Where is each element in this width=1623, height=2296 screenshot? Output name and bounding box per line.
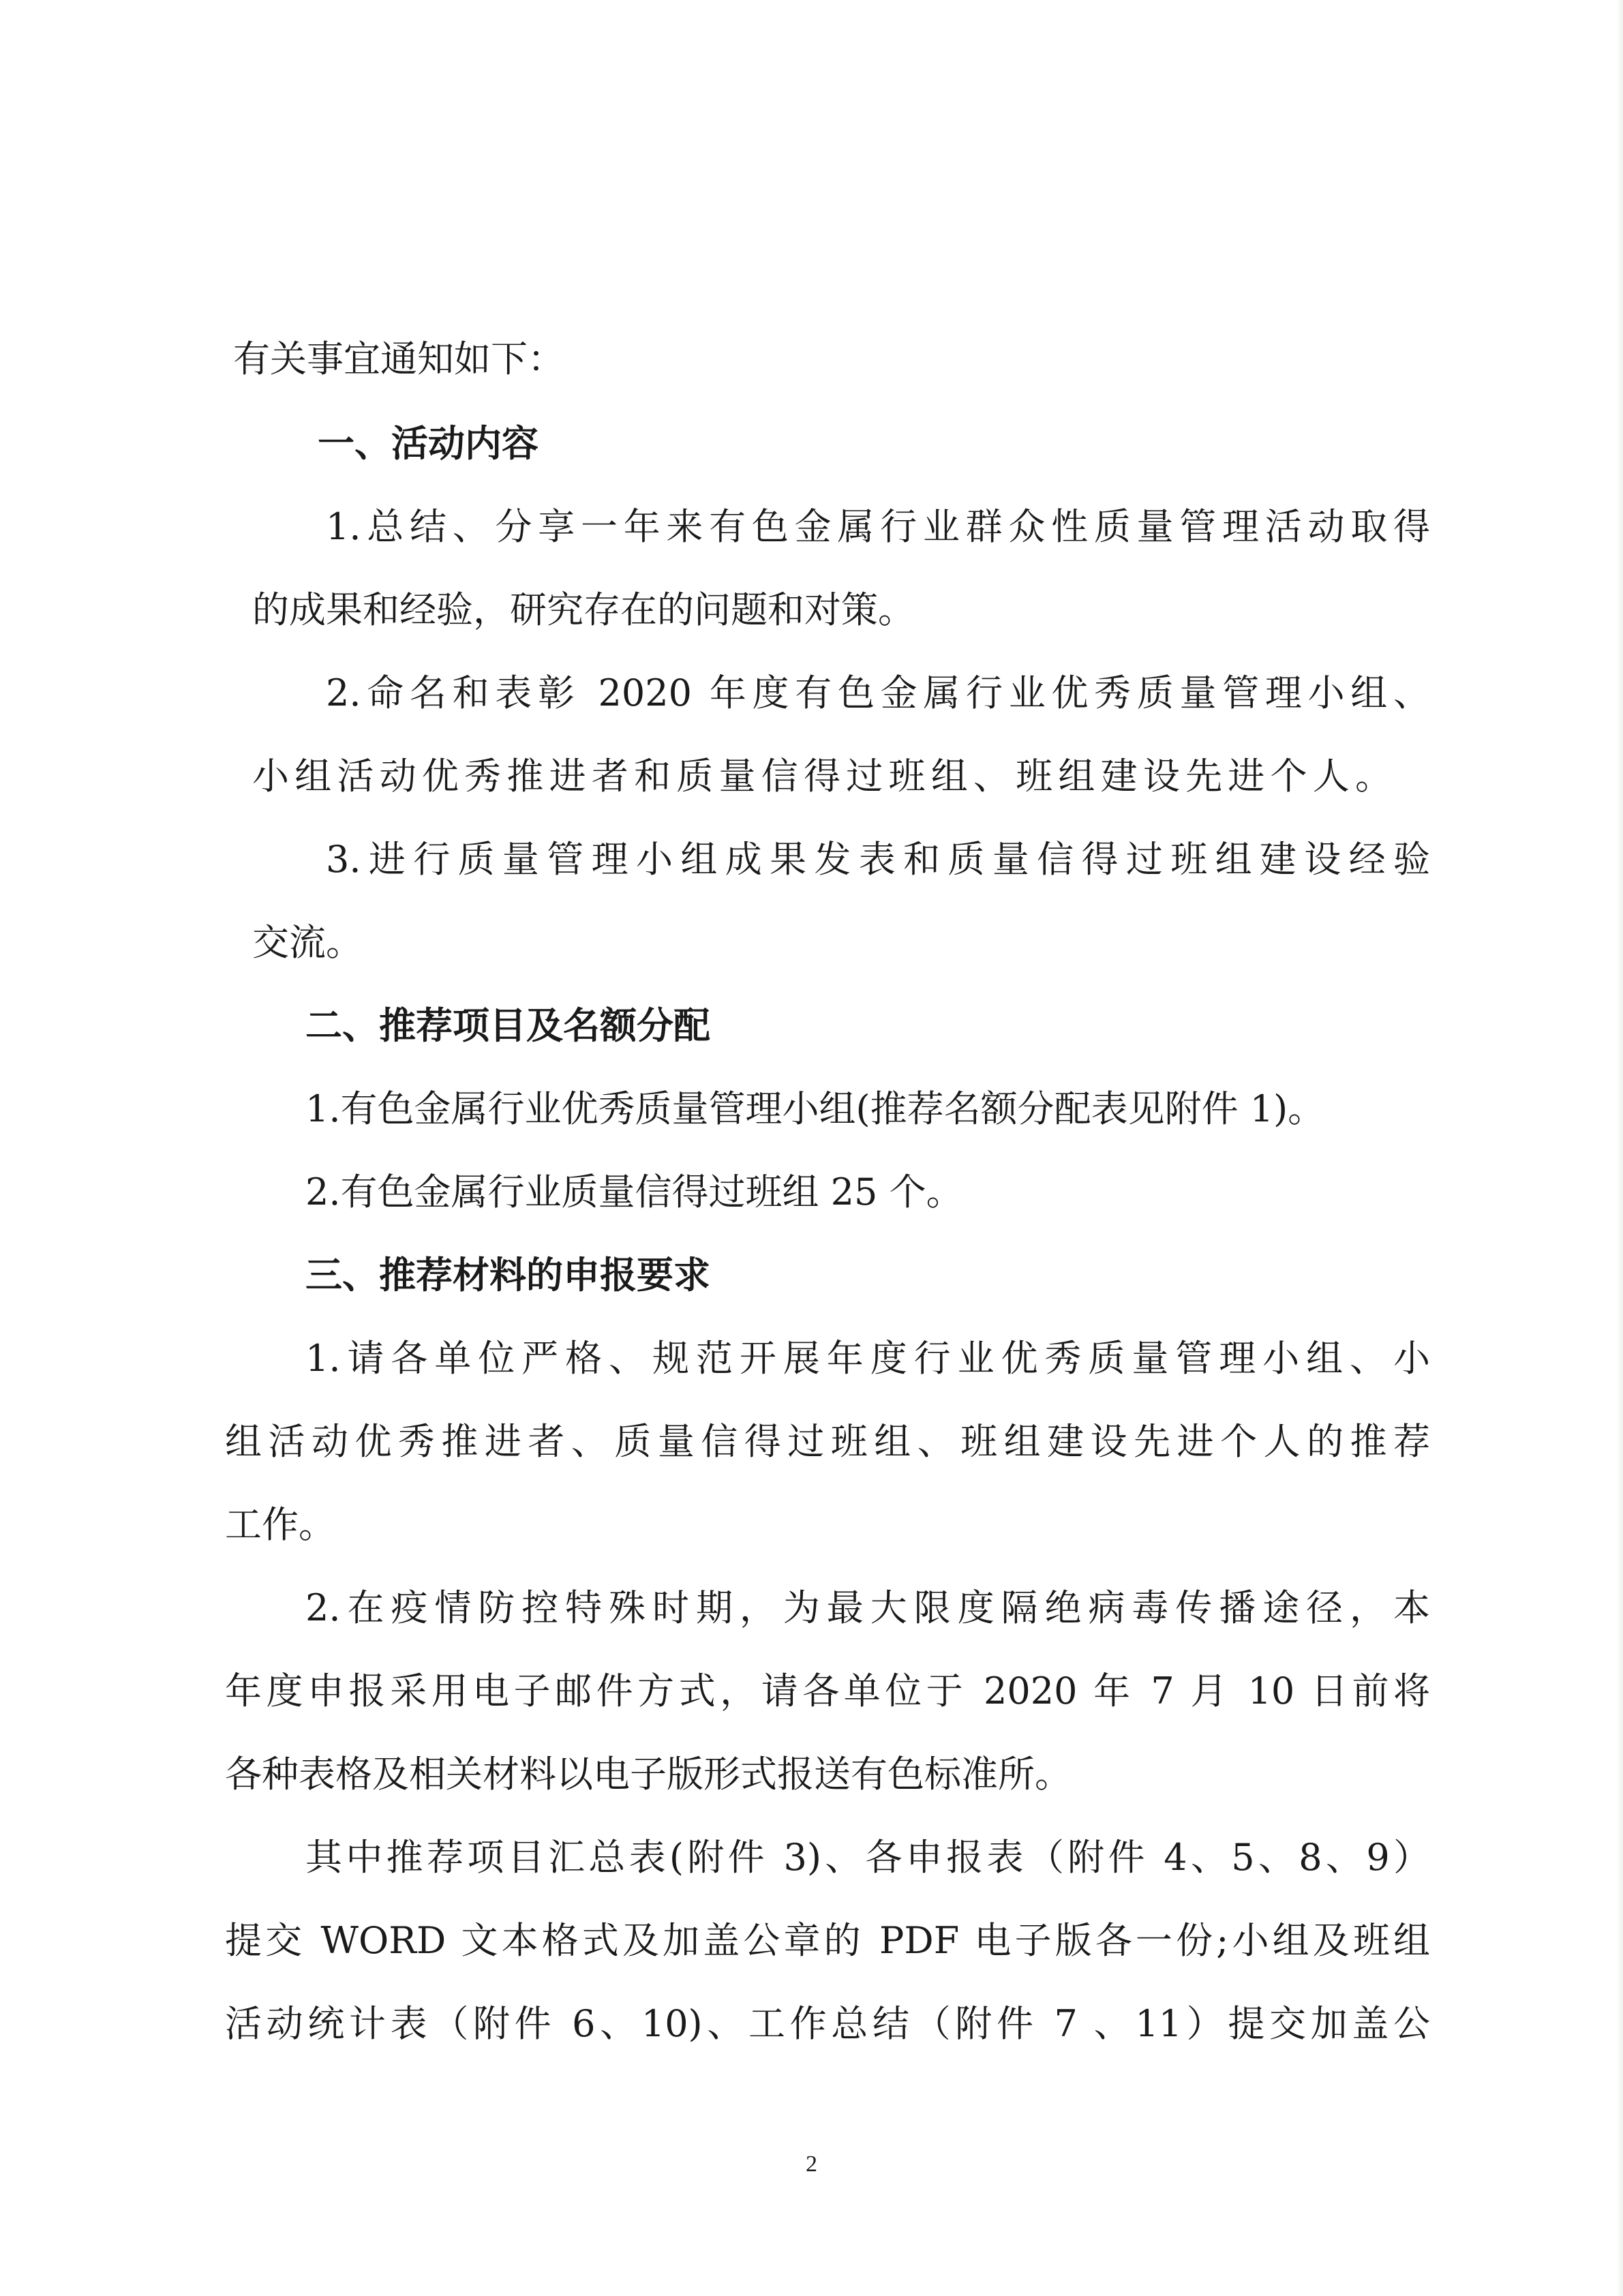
section3-item2-line2: 年度申报采用电子邮件方式，请各单位于 2020 年 7 月 10 日前将 [225, 1670, 1430, 1712]
section2-item1: 1.有色金属行业优秀质量管理小组(推荐名额分配表见附件 1)。 [305, 1087, 1325, 1130]
section1-item2-line2: 小组活动优秀推进者和质量信得过班组、班组建设先进个人。 [252, 755, 1392, 798]
section1-item3-line1: 3.进行质量管理小组成果发表和质量信得过班组建设经验 [326, 838, 1430, 881]
section1-item2-line1: 2.命名和表彰 2020 年度有色金属行业优秀质量管理小组、 [326, 671, 1430, 714]
section3-item2-line3: 各种表格及相关材料以电子版形式报送有色标准所。 [225, 1753, 1072, 1796]
section3-item1-line2: 组活动优秀推进者、质量信得过班组、班组建设先进个人的推荐 [225, 1420, 1430, 1463]
section1-heading: 一、活动内容 [318, 422, 539, 465]
section3-heading: 三、推荐材料的申报要求 [305, 1254, 710, 1297]
section3-para-line2: 提交 WORD 文本格式及加盖公章的 PDF 电子版各一份;小组及班组 [225, 1919, 1430, 1962]
section1-item3-line2: 交流。 [252, 921, 363, 964]
section2-item2: 2.有色金属行业质量信得过班组 25 个。 [305, 1170, 963, 1213]
section3-item1-line1: 1.请各单位严格、规范开展年度行业优秀质量管理小组、小 [305, 1337, 1430, 1380]
section3-para-line1: 其中推荐项目汇总表(附件 3)、各申报表（附件 4、5、8、9） [305, 1836, 1430, 1879]
scan-edge-shadow [1616, 0, 1623, 2296]
page-number: 2 [806, 2151, 817, 2177]
section1-item1-line1: 1.总结、分享一年来有色金属行业群众性质量管理活动取得 [326, 505, 1430, 548]
section3-item1-line3: 工作。 [225, 1503, 335, 1546]
section1-item1-line2: 的成果和经验，研究存在的问题和对策。 [252, 588, 915, 631]
section3-item2-line1: 2.在疫情防控特殊时期，为最大限度隔绝病毒传播途径，本 [305, 1586, 1430, 1629]
section3-para-line3: 活动统计表（附件 6、10)、工作总结（附件 7 、11）提交加盖公 [225, 2002, 1430, 2045]
section2-heading: 二、推荐项目及名额分配 [305, 1004, 710, 1047]
intro-line: 有关事宜通知如下： [233, 337, 564, 380]
